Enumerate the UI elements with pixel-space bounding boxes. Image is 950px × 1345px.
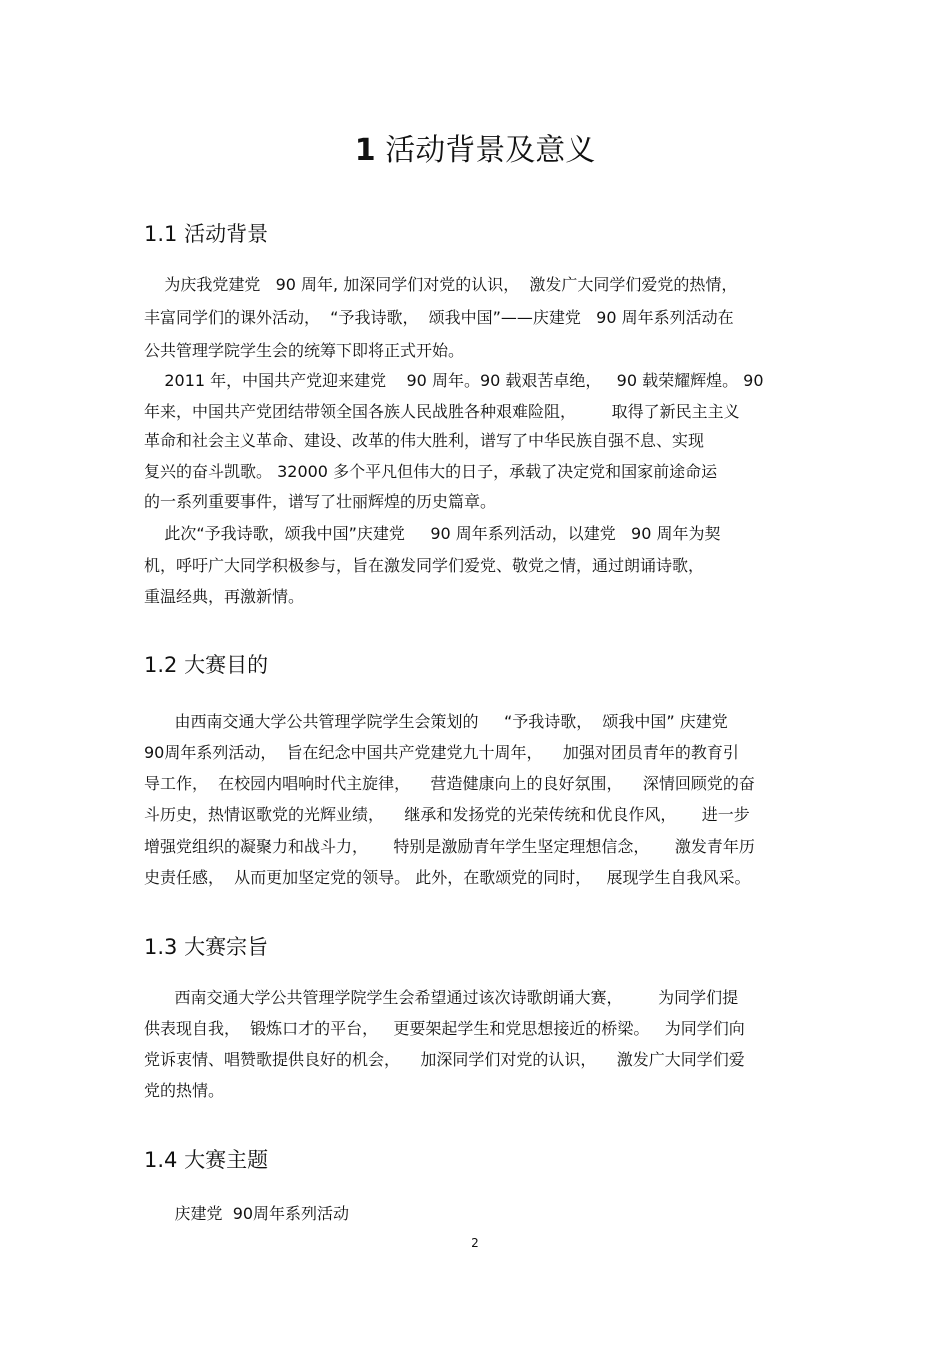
section-heading-1-3: 1.3 大赛宗旨: [144, 935, 269, 959]
paragraph-line: 丰富同学们的课外活动， “予我诗歌， 颂我中国”——庆建党 90 周年系列活动在: [144, 308, 734, 327]
paragraph-line: 年来，中国共产党团结带领全国各族人民战胜各种艰难险阻， 取得了新民主主义: [144, 402, 740, 421]
paragraph-line: 党的热情。: [144, 1081, 225, 1100]
paragraph-line: 重温经典，再激新情。: [144, 587, 305, 606]
chapter-title-text: 活动背景及意义: [385, 133, 596, 168]
paragraph-line: 西南交通大学公共管理学院学生会希望通过该次诗歌朗诵大赛， 为同学们提: [144, 988, 739, 1007]
section-heading-1-4: 1.4 大赛主题: [144, 1148, 269, 1172]
paragraph-line: 史责任感， 从而更加坚定党的领导。 此外，在歌颂党的同时， 展现学生自我风采。: [144, 868, 751, 887]
section-heading-1-1: 1.1 活动背景: [144, 222, 269, 246]
page-number: 2: [471, 1236, 479, 1250]
chapter-number: 1: [354, 133, 376, 168]
paragraph-line: 导工作， 在校园内唱响时代主旋律， 营造健康向上的良好氛围， 深情回顾党的奋: [144, 774, 755, 793]
paragraph-line: 增强党组织的凝聚力和战斗力， 特别是激励青年学生坚定理想信念， 激发青年历: [144, 837, 755, 856]
paragraph-line: 此次“予我诗歌，颂我中国”庆建党 90 周年系列活动，以建党 90 周年为契: [144, 524, 721, 543]
paragraph-line: 由西南交通大学公共管理学院学生会策划的 “予我诗歌， 颂我中国” 庆建党: [144, 712, 728, 731]
paragraph-line: 2011 年，中国共产党迎来建党 90 周年。90 载艰苦卓绝， 90 载荣耀辉煌。 90: [144, 371, 764, 390]
paragraph-line: 公共管理学院学生会的统筹下即将正式开始。: [144, 341, 465, 360]
paragraph-line: 党诉衷情、唱赞歌提供良好的机会， 加深同学们对党的认识， 激发广大同学们爱: [144, 1050, 745, 1069]
paragraph-line: 革命和社会主义革命、建设、改革的伟大胜利，谱写了中华民族自强不息、实现: [144, 431, 705, 450]
chapter-title: [0, 131, 950, 171]
paragraph-line: 为庆我党建党 90 周年, 加深同学们对党的认识， 激发广大同学们爱党的热情，: [144, 275, 738, 294]
paragraph-line: 供表现自我， 锻炼口才的平台， 更要架起学生和党思想接近的桥梁。 为同学们向: [144, 1019, 745, 1038]
section-heading-1-2: 1.2 大赛目的: [144, 653, 269, 677]
paragraph-line: 机，呼吁广大同学积极参与，旨在激发同学们爱党、敬党之情，通过朗诵诗歌，: [144, 556, 705, 575]
paragraph-line: 的一系列重要事件，谱写了壮丽辉煌的历史篇章。: [144, 492, 497, 511]
paragraph-line: 复兴的奋斗凯歌。 32000 多个平凡但伟大的日子，承载了决定党和国家前途命运: [144, 462, 718, 481]
paragraph-line: 斗历史，热情讴歌党的光辉业绩， 继承和发扬党的光荣传统和优良作风， 进一步: [144, 805, 750, 824]
paragraph-line: 庆建党 90周年系列活动: [144, 1204, 350, 1223]
paragraph-line: 90周年系列活动， 旨在纪念中国共产党建党九十周年， 加强对团员青年的教育引: [144, 743, 739, 762]
